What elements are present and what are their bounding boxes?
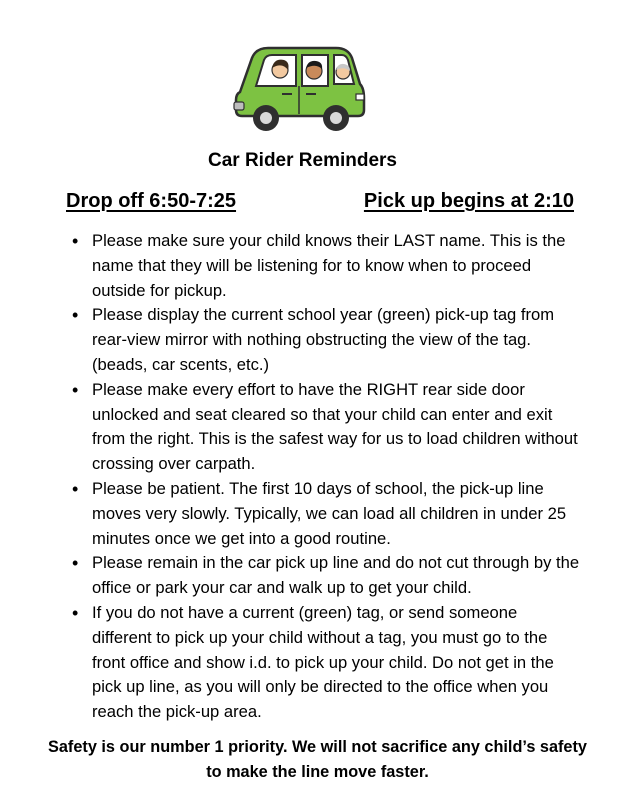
list-item: • Please make sure your child knows their LAST name. This is the name that they will be listening for to know when to proceed outside for pickup. (70, 229, 580, 303)
safety-footer: Safety is our number 1 priority. We will not sacrifice any child’s safety to make the line move faster. (48, 738, 587, 781)
pickup-time: Pick up begins at 2:10 (363, 190, 574, 212)
dropoff-time: Drop off 6:50-7:25 (66, 190, 237, 212)
list-item: • Please remain in the car pick up line and do not cut through by the office or park your car and walk up to get your child. (70, 551, 580, 601)
schedule-row (66, 190, 574, 213)
list-item: • If you do not have a current (green) tag, or send someone different to pick up your child without a tag, you must go to the front office and show i.d. to pick up your child. Do not get in the pick up line, as you will only be directed to the office when you reach the pick-up area. (70, 601, 580, 725)
list-item: • Please make every effort to have the RIGHT rear side door unlocked and seat cleared so that your child can enter and exit from the right. This is the safest way for us to load children without crossing over carpath. (70, 378, 580, 477)
reminder-list (70, 229, 580, 725)
list-item: • Please display the current school year (green) pick-up tag from rear-view mirror with nothing obstructing the view of the tag. (beads, car scents, etc.) (70, 303, 580, 377)
list-item: • Please be patient. The first 10 days of school, the pick-up line moves very slowly. Typically, we can load all children in under 25 minutes once we get into a good routine. (70, 477, 580, 551)
page-title: Car Rider Reminders (207, 150, 397, 171)
car-illustration (232, 40, 368, 134)
